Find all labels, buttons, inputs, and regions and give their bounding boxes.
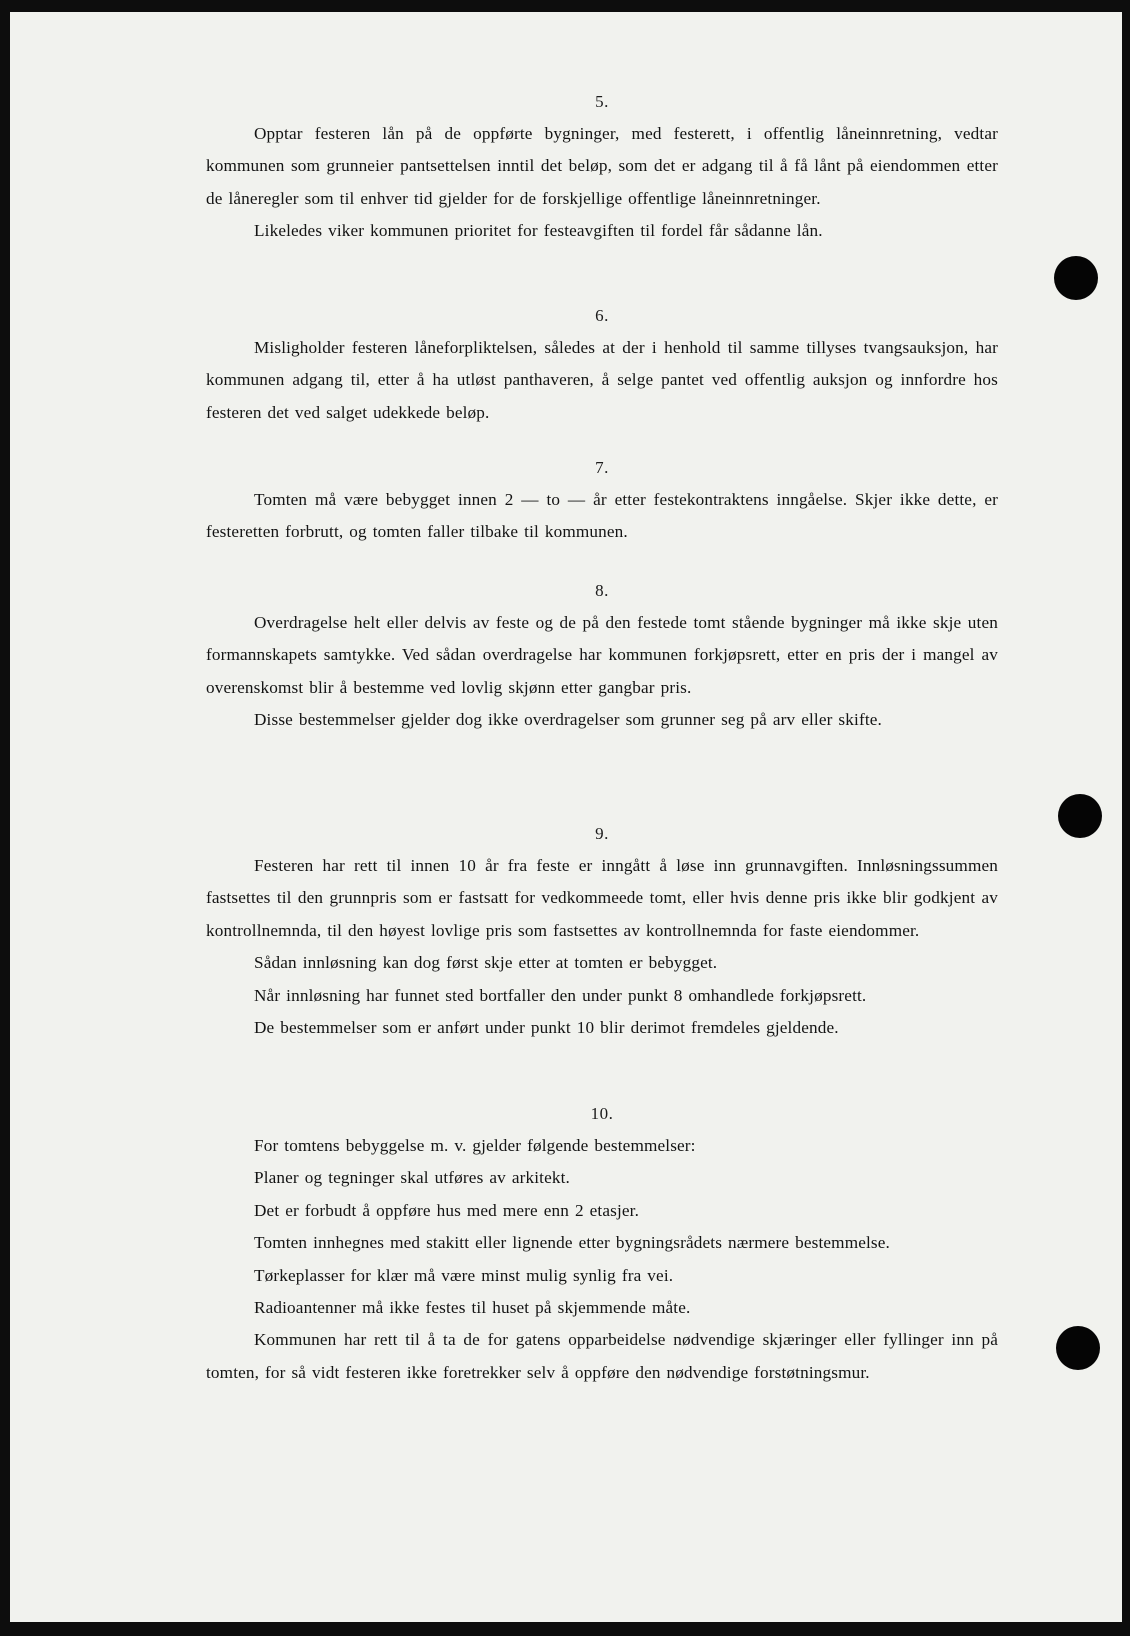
section-number: 9. bbox=[595, 824, 609, 843]
punch-hole-icon bbox=[1056, 1326, 1100, 1370]
paragraph: Tomten må være bebygget innen 2 — to — år etter festekontraktens inngåelse. Skjer ikke dette, er festeretten forbrutt, og tomten faller tilbake til kommunen. bbox=[206, 490, 998, 542]
paragraph: Festeren har rett til innen 10 år fra feste er inngått å løse inn grunnavgiften. Innløsningssummen fastsettes til den grunnpris som er fastsatt for vedkommeede tomt, eller hvis denne pris ikke blir godkjent av kontrollnemnda, til den høyest lovlige pris som fastsettes av kontrollnemnda for faste eiendommer. bbox=[206, 856, 998, 940]
section-6 bbox=[206, 300, 998, 429]
paragraph: Sådan innløsning kan dog først skje etter at tomten er bebygget. bbox=[254, 953, 718, 973]
section-number: 10. bbox=[590, 1104, 614, 1123]
section-number: 5. bbox=[595, 92, 609, 111]
paragraph: Opptar festeren lån på de oppførte bygninger, med festerett, i offentlig låneinnretning, vedtar kommunen som grunneier pantsettelsen inntil det beløp, som det er adgang til å få lånt på eiendommen etter de låneregler som til enhver tid gjelder for de forskjellige offentlige låneinnretninger. bbox=[206, 124, 998, 208]
section-10 bbox=[206, 1098, 998, 1389]
paragraph: Når innløsning har funnet sted bortfaller den under punkt 8 omhandlede forkjøpsrett. bbox=[254, 985, 867, 1005]
paragraph: Planer og tegninger skal utføres av arkitekt. bbox=[254, 1168, 570, 1188]
paragraph: Disse bestemmelser gjelder dog ikke overdragelser som grunner seg på arv eller skifte. bbox=[254, 710, 882, 730]
paragraph: Likeledes viker kommunen prioritet for festeavgiften til fordel får sådanne lån. bbox=[254, 221, 823, 241]
paragraph: Overdragelse helt eller delvis av feste og de på den festede tomt stående bygninger må ikke skje uten formannskapets samtykke. Ved sådan overdragelse har kommunen forkjøpsrett, etter en pris der i mangel av overenskomst blir å bestemme ved lovlig skjønn etter gangbar pris. bbox=[206, 613, 998, 697]
paragraph: Det er forbudt å oppføre hus med mere enn 2 etasjer. bbox=[254, 1200, 640, 1220]
paragraph: Tomten innhegnes med stakitt eller lignende etter bygningsrådets nærmere bestemmelse. bbox=[254, 1233, 890, 1253]
paragraph: Radioantenner må ikke festes til huset på skjemmende måte. bbox=[254, 1298, 691, 1318]
paragraph: De bestemmelser som er anført under punkt 10 blir derimot fremdeles gjeldende. bbox=[254, 1018, 839, 1038]
punch-hole-icon bbox=[1058, 794, 1102, 838]
section-number: 8. bbox=[595, 581, 609, 600]
paragraph: Tørkeplasser for klær må være minst mulig synlig fra vei. bbox=[254, 1265, 674, 1285]
punch-hole-icon bbox=[1054, 256, 1098, 300]
document-page bbox=[10, 12, 1122, 1622]
paragraph: Kommunen har rett til å ta de for gatens opparbeidelse nødvendige skjæringer eller fyllinger inn på tomten, for så vidt festeren ikke foretrekker selv å oppføre den nødvendige forstøtningsmur. bbox=[206, 1330, 998, 1382]
section-5 bbox=[206, 86, 998, 248]
paragraph: Misligholder festeren låneforpliktelsen, således at der i henhold til samme tillyses tvangsauksjon, har kommunen adgang til, etter å ha utløst panthaveren, å selge pantet ved offentlig auksjon og innfordre hos festeren det ved salget udekkede beløp. bbox=[206, 338, 998, 422]
section-8 bbox=[206, 575, 998, 737]
section-number: 7. bbox=[595, 458, 609, 477]
section-9 bbox=[206, 818, 998, 1044]
paragraph: For tomtens bebyggelse m. v. gjelder følgende bestemmelser: bbox=[254, 1136, 696, 1155]
section-7 bbox=[206, 452, 998, 549]
section-number: 6. bbox=[595, 306, 609, 325]
